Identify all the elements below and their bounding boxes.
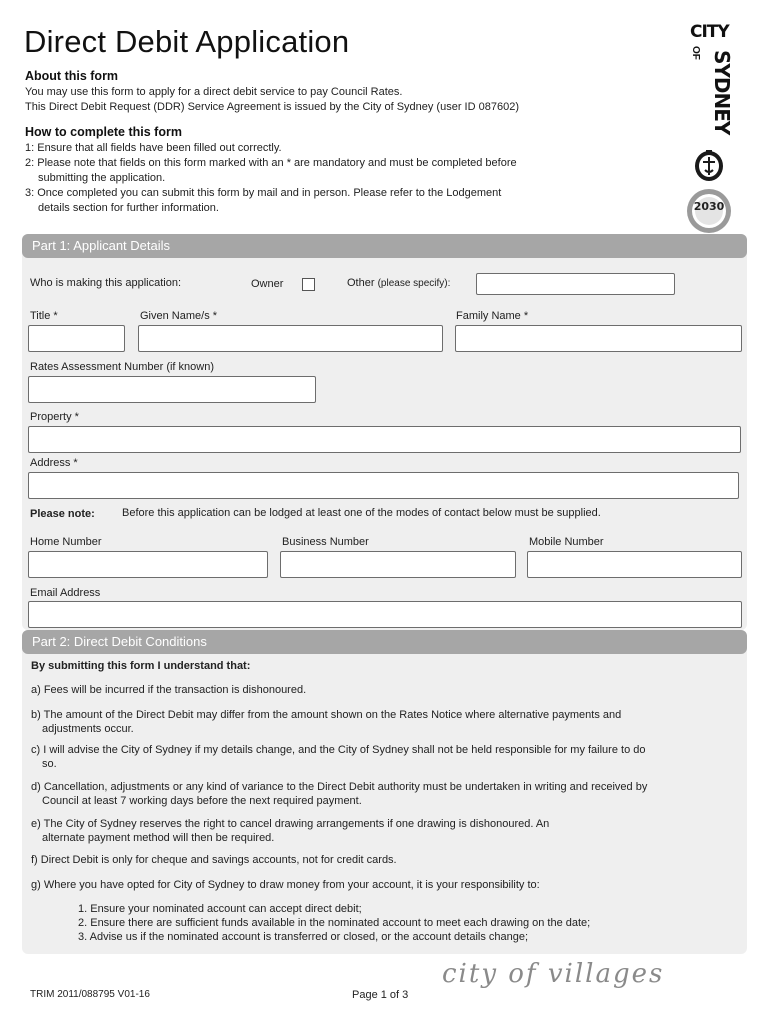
city-of-villages-tagline (438, 956, 744, 996)
rates-input[interactable] (28, 376, 316, 403)
please-note-label: Please note: (30, 508, 95, 520)
other-hint: (please specify): (377, 278, 451, 289)
owner-checkbox[interactable] (302, 278, 315, 291)
mobile-number-label: Mobile Number (529, 536, 604, 548)
condition-b (31, 708, 731, 736)
title-input[interactable] (28, 325, 125, 352)
condition-g: g) Where you have opted for City of Sydney to draw money from your account, it is your responsibility to: (31, 879, 540, 891)
logo-of: OF (690, 46, 701, 60)
home-number-label: Home Number (30, 536, 102, 548)
tagline-text: city of villages (442, 959, 665, 989)
who-label: Who is making this application: (30, 277, 182, 289)
mobile-number-input[interactable] (527, 551, 742, 578)
business-number-input[interactable] (280, 551, 516, 578)
part2-header: Part 2: Direct Debit Conditions (22, 630, 747, 654)
family-name-label: Family Name * (456, 310, 529, 322)
part1-header: Part 1: Applicant Details (22, 234, 747, 258)
about-heading: About this form (25, 69, 119, 83)
condition-e (31, 817, 731, 845)
how-step-1: 1: Ensure that all fields have been filled out correctly. (25, 142, 282, 154)
how-heading: How to complete this form (25, 125, 182, 139)
condition-d-line-1: d) Cancellation, adjustments or any kind of variance to the Direct Debit authority must be undertaken in writing and received by (31, 781, 648, 793)
condition-e-line-2: alternate payment method will then be required. (42, 832, 275, 844)
trim-reference: TRIM 2011/088795 V01-16 (30, 989, 150, 1000)
business-number-label: Business Number (282, 536, 369, 548)
address-label: Address * (30, 457, 78, 469)
how-step-2-cont: submitting the application. (38, 172, 166, 184)
crest-icon (693, 148, 725, 182)
condition-g-list (78, 902, 738, 944)
page-title: Direct Debit Application (24, 24, 350, 59)
other-label (347, 277, 450, 289)
page-number: Page 1 of 3 (352, 989, 409, 1001)
badge-2030-icon (686, 188, 732, 234)
logo-city: CITY (690, 22, 729, 42)
home-number-input[interactable] (28, 551, 268, 578)
how-step-2: 2: Please note that fields on this form marked with an * are mandatory and must be completed before (25, 157, 517, 169)
given-name-label: Given Name/s * (140, 310, 218, 322)
property-label: Property * (30, 411, 79, 423)
condition-b-line-1: b) The amount of the Direct Debit may differ from the amount shown on the Rates Notice where alternative payments and (31, 709, 622, 721)
condition-c (31, 743, 731, 771)
condition-e-line-1: e) The City of Sydney reserves the right to cancel drawing arrangements if one drawing is dishonoured. An (31, 818, 550, 830)
property-input[interactable] (28, 426, 741, 453)
condition-g-item-2: 2. Ensure there are sufficient funds available in the nominated account to meet each drawing on the date; (78, 917, 591, 929)
about-text (25, 85, 519, 115)
condition-f: f) Direct Debit is only for cheque and savings accounts, not for credit cards. (31, 854, 397, 866)
city-of-sydney-logo (690, 24, 728, 41)
about-line-2: This Direct Debit Request (DDR) Service Agreement is issued by the City of Sydney (user ID 087602) (25, 101, 519, 113)
condition-d (31, 780, 731, 808)
about-line-1: You may use this form to apply for a direct debit service to pay Council Rates. (25, 86, 403, 98)
rates-label: Rates Assessment Number (if known) (30, 361, 215, 373)
how-steps (25, 141, 517, 216)
logo-sydney: SYDNEY (710, 50, 734, 135)
title-label: Title * (30, 310, 58, 322)
given-name-input[interactable] (138, 325, 443, 352)
other-specify-input[interactable] (476, 273, 675, 295)
owner-label: Owner (251, 278, 284, 290)
family-name-input[interactable] (455, 325, 742, 352)
condition-a: a) Fees will be incurred if the transaction is dishonoured. (31, 684, 307, 696)
condition-d-line-2: Council at least 7 working days before the next required payment. (42, 795, 362, 807)
other-label-text: Other (347, 277, 375, 289)
how-step-3: 3: Once completed you can submit this form by mail and in person. Please refer to the Lodgement (25, 187, 502, 199)
condition-g-item-1: 1. Ensure your nominated account can accept direct debit; (78, 903, 362, 915)
condition-b-line-2: adjustments occur. (42, 723, 134, 735)
condition-g-item-3: 3. Advise us if the nominated account is transferred or closed, or the account details change; (78, 931, 529, 943)
email-label: Email Address (30, 587, 101, 599)
address-input[interactable] (28, 472, 739, 499)
email-input[interactable] (28, 601, 742, 628)
conditions-intro: By submitting this form I understand that: (31, 660, 251, 672)
condition-c-line-2: so. (42, 758, 57, 770)
how-step-3-cont: details section for further information. (38, 202, 219, 214)
please-note-text: Before this application can be lodged at least one of the modes of contact below must be supplied. (122, 507, 601, 519)
badge-2030-text: 2030 (693, 200, 725, 213)
condition-c-line-1: c) I will advise the City of Sydney if my details change, and the City of Sydney shall not be held responsible for my failure to do (31, 744, 646, 756)
